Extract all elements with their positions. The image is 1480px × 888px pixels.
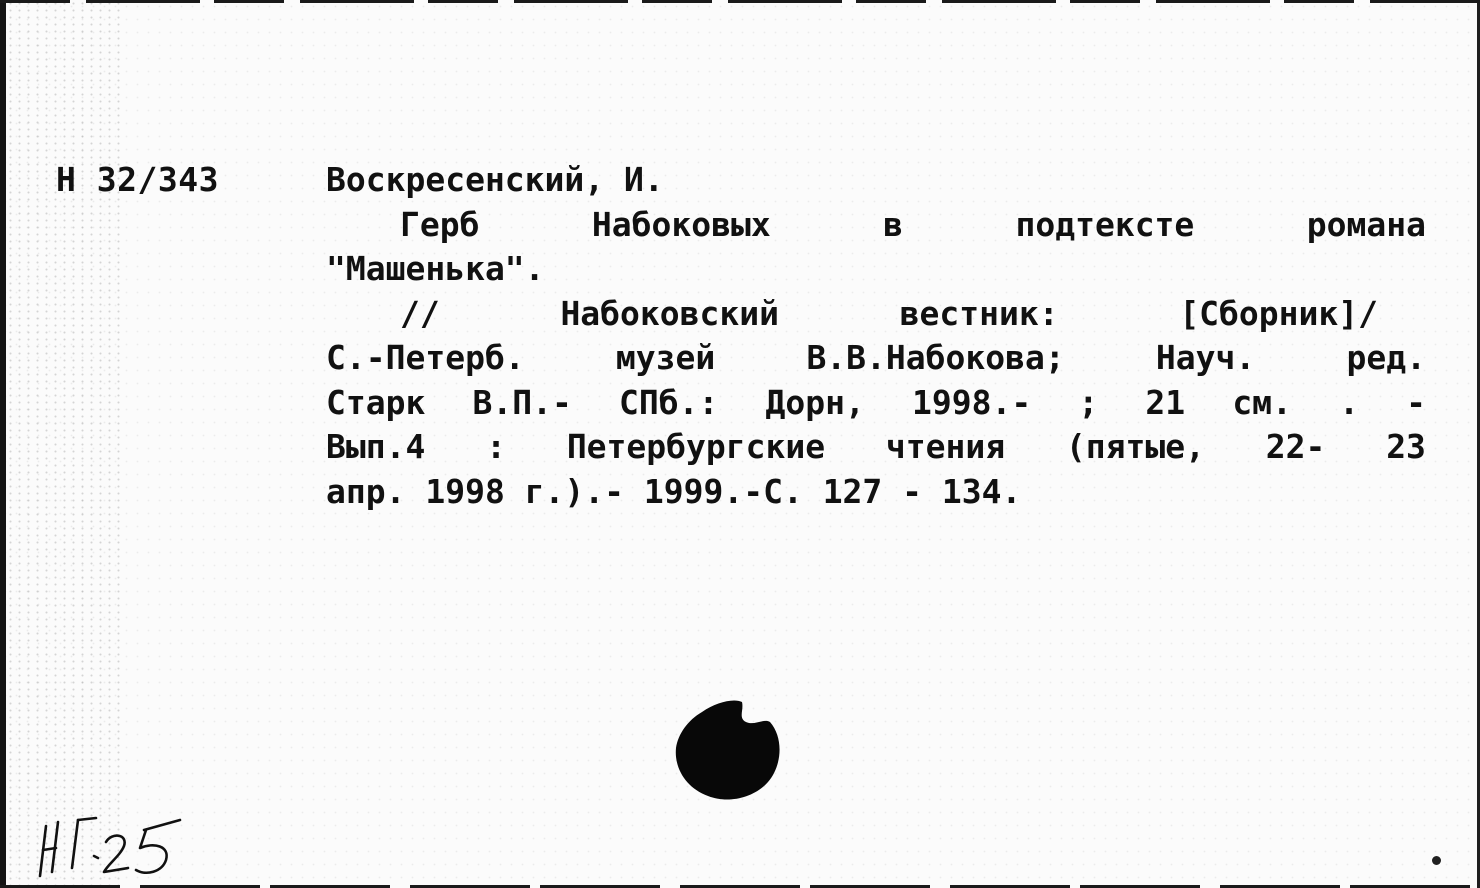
punch-hole	[672, 696, 782, 802]
card-edge-top	[0, 0, 1480, 3]
source-line-5: апр. 1998 г.).- 1999.-С. 127 - 134.	[326, 471, 1022, 511]
ink-speck	[1432, 856, 1441, 865]
author-line: Воскресенский, И.	[326, 160, 664, 199]
title-line-2: "Машенька".	[326, 249, 545, 288]
handwritten-note	[32, 808, 232, 884]
source-line-3: Старк В.П.- СПб.: Дорн, 1998.- ; 21 см. . -	[326, 382, 1426, 422]
bibliographic-entry	[326, 158, 1426, 514]
source-line-4: Вып.4 : Петербургские чтения (пятые, 22- 23	[326, 427, 1426, 466]
scan-noise-left	[6, 0, 126, 888]
source-line-2: С.-Петерб. музей В.В.Набокова; Науч. ред.	[326, 338, 1426, 377]
title-line-1: Герб Набоковых в подтексте романа	[400, 204, 1426, 244]
card-edge-left	[0, 0, 6, 888]
source-line-1: // Набоковский вестник: [Сборник]/	[400, 293, 1378, 333]
call-number: Н 32/343	[56, 160, 219, 199]
